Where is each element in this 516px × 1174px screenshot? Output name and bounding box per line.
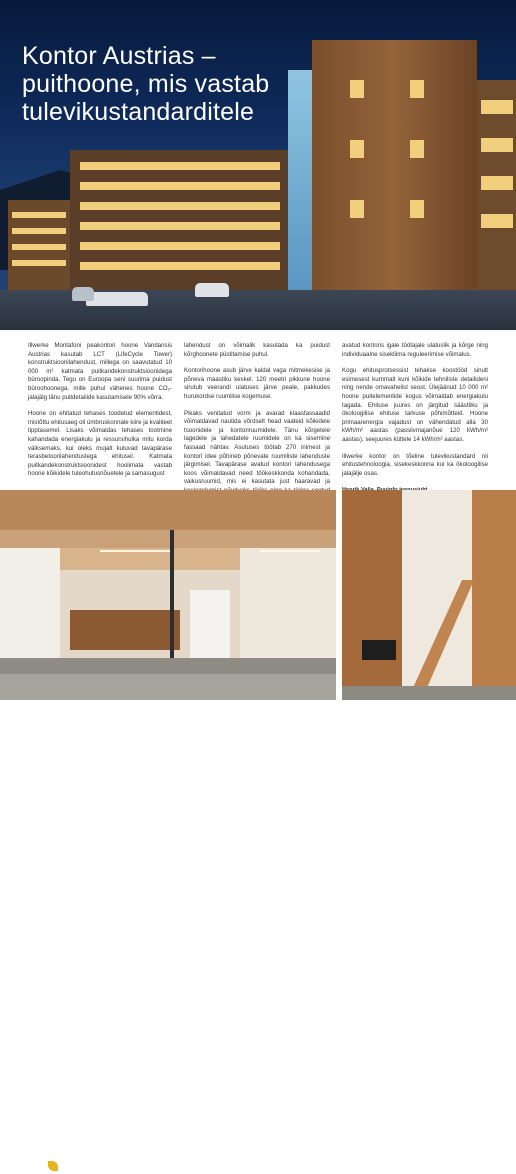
title-line: puithoone, mis vastab (22, 70, 270, 98)
window-row (12, 244, 66, 250)
page-number: 12 (28, 1157, 44, 1173)
tower-window (350, 80, 364, 98)
paragraph: lahendust on võimalik kasutada ka puidust kõrghoonete püstitamise puhul. (184, 342, 330, 358)
window-row (80, 162, 280, 170)
lobby-illustration (0, 490, 336, 700)
interior-lobby-photo (0, 490, 336, 1173)
timber-facade-tower (312, 40, 477, 296)
article-body (0, 330, 516, 490)
text-column-1 (28, 342, 172, 487)
window-row (12, 212, 66, 218)
tower-window (410, 80, 424, 98)
window-row (481, 214, 513, 228)
tower-window (350, 200, 364, 218)
title-line: Kontor Austrias – (22, 42, 216, 70)
puuinfo-logo (48, 1158, 100, 1174)
paragraph: Illwerke Montafoni peakontori hoone Vandansis Austrias kasutab LCT (LifeCycle Tower) konstruktsioonilahendust, millega on saavutatud 10 000 m² katmata puitkandekonstruktsioonidega büroopinda. Tegu on Euroopa seni suurima puidust büroohoonega, mille puhul vähenes hoone CO₂-jalajälg tänu puitdetailide kasutamisele 90% võrra. (28, 342, 172, 401)
text-column-3 (342, 342, 488, 495)
logo-text: puuinfo (60, 1161, 93, 1171)
parked-car (86, 292, 148, 306)
window-row (80, 202, 280, 210)
glass-stairwell (288, 70, 314, 290)
window-row (80, 242, 280, 250)
paragraph: Pikaks venitatud vorm ja avarad klaasfassaadid võimaldavad nautida võrdselt head vaateid kõikidele tsoonidele ja kontoriruumidele. Tänu kõrgetele lagedele ja lahedatele ruumidele on ka sisemine fassaad nähtav. Asutuses töötab 270 inimest ja kontori idee põhineb põnevate ruumiliste lahenduste järgimisel. Tavapärase avatud kontori lahendusega koos võimaldavad need töökeskkonda kohandada, vaikusruumid, mis ei kasutata just haaravad ja (184, 409, 330, 486)
window-row (12, 228, 66, 234)
paragraph: Kogu ehitusprotsessist tehakse koostööd sinult esimesest kurnmalt kuni kõikide tehniliste detailideni ning nende omavahelist seost. Ülejäänud 10 000 m² hoone puitelementide kogus võimaldab energiakulu tagada. Ehituse juures on järgitud säästliku ja ökoloogilise ehituse tarkuse põhimõtteid. Hoone primaarenergia vajadust on vähendatud alla 30 kWh/m² aastas (passiivmajanõue 120 kWh/m² aastas), seejuures küttele 14 kWh/m² aastas. (342, 367, 488, 443)
title-line: tulevikustandarditele (22, 98, 255, 126)
hero-photo (0, 0, 516, 330)
tower-window (410, 200, 424, 218)
stairwell-photo (342, 490, 516, 700)
window-row (80, 262, 280, 270)
stairwell-illustration (342, 490, 516, 700)
window-row (80, 182, 280, 190)
paragraph: Illwerke kontor on tõeline tulevikustandard nii ehitustehnoloogia, sisekeskkonna kui ka ökoloogilise jalajälje osas. (342, 452, 488, 477)
window-row (481, 176, 513, 190)
tower-window (350, 140, 364, 158)
window-row (481, 138, 513, 152)
window-row (12, 260, 66, 266)
tower-window (410, 140, 424, 158)
window-row (80, 222, 280, 230)
window-row (481, 100, 513, 114)
article-title (22, 42, 269, 126)
parked-car (195, 283, 229, 297)
parked-car (72, 287, 94, 301)
paragraph: avatud kontoris igale töötajale ulatuslik ja kõrge ning individuaalne sisekliima reguleerimise võimalus. (342, 342, 488, 358)
leaf-icon (48, 1161, 58, 1171)
paragraph: Hoone on ehitatud tehases toodetud elementidest, mistõttu ehitusaeg oli ümbruskonnale kiire ja kvaliteet tipptasemel. Lisaks võimaldas tehases tootmine kahandada energiakulu ja ressursihulka mitu korda väiksemaks, kui oleks mujalt kuluvad tavapärase terasbetoonlahendustega ehitusel. Katmata puitkandekonstruktsioonidest hoolimata vastab hoone kõikidele tuleohutusnõuetele ja samasugust (28, 410, 172, 478)
paragraph: Kontorihoone asub järve kaldal vaga mitmekesise ja põneva maastiku keskel. 120 meetri pikkune hoone sirutub veerandi ulatuses järve peale, pakkudes hurukordse ruumilise kogemuse. (184, 367, 330, 400)
